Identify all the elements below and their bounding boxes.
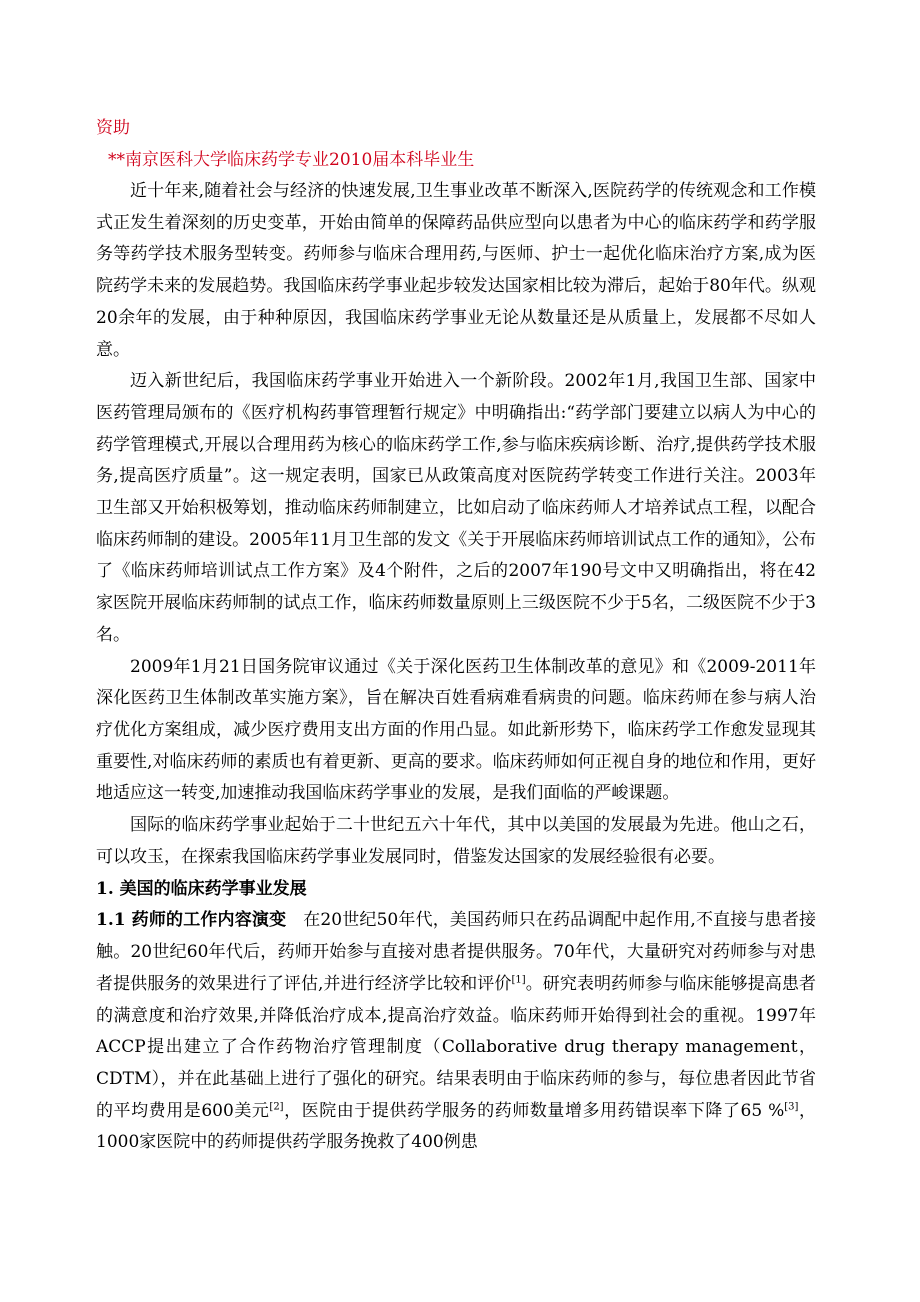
reference-1[interactable]: [1] xyxy=(511,974,526,986)
section-heading: 1. 美国的临床药学事业发展 xyxy=(96,879,307,900)
subsection-text-d: ，1000家医院中的药师提供药学服务挽救了400例患 xyxy=(96,1100,816,1153)
subsection-text-a: 在20世纪50年代，美国药师只在药品调配中起作用,不直接与患者接触。20世纪60年代后，药师开始参与直接对患者提供服务。70年代，大量研究对药师参与对患者提供服务的效果进行了评估,并进行经济学比较和评价 xyxy=(96,910,816,994)
subsection-title: 1.1 药师的工作内容演变 xyxy=(96,910,287,931)
subsection-text-b: 。研究表明药师参与临床能够提高患者的满意度和治疗效果,并降低治疗成本,提高治疗效益。临床药师开始得到社会的重视。1997年ACCP提出建立了合作药物治疗管理制度（Collaborative drug therapy management，CDTM），并在此基础上进行了强化的研究。结果表明由于临床药师的参与，每位患者因此节省的平均费用是600美元 xyxy=(96,973,817,1121)
reference-2[interactable]: [2] xyxy=(269,1101,284,1113)
author-note: **南京医科大学临床药学专业2010届本科毕业生 xyxy=(108,150,475,170)
reference-3[interactable]: [3] xyxy=(784,1101,799,1113)
paragraph-reform-2009: 2009年1月21日国务院审议通过《关于深化医药卫生体制改革的意见》和《2009-2011年深化医药卫生体制改革实施方案》，旨在解决百姓看病难看病贵的问题。临床药师在参与病人治疗优化方案组成，减少医疗费用支出方面的作用凸显。如此新形势下，临床药学工作愈发显现其重要性,对临床药师的素质也有着更新、更高的要求。临床药师如何正视自身的地位和作用，更好地适应这一转变,加速推动我国临床药学事业的发展，是我们面临的严峻课题。 xyxy=(96,656,816,804)
subsection-text-c: ，医院由于提供药学服务的药师数量增多用药错误率下降了65 % xyxy=(283,1100,785,1121)
subsection-paragraph xyxy=(96,905,816,1159)
document-page xyxy=(96,112,816,1159)
paragraph-new-century: 迈入新世纪后，我国临床药学事业开始进入一个新阶段。2002年1月,我国卫生部、国家中医药管理局颁布的《医疗机构药事管理暂行规定》中明确指出:“药学部门要建立以病人为中心的药学管理模式,开展以合理用药为核心的临床药学工作,参与临床疾病诊断、治疗,提供药学技术服务,提高医疗质量”。这一规定表明，国家已从政策高度对医院药学转变工作进行关注。2003年卫生部又开始积极筹划，推动临床药师制建立，比如启动了临床药师人才培养试点工程，以配合临床药师制的建设。2005年11月卫生部的发文《关于开展临床药师培训试点工作的通知》，公布了《临床药师培训试点工作方案》及4个附件，之后的2007年190号文中又明确指出，将在42家医院开展临床药师制的试点工作，临床药师数量原则上三级医院不少于5名，二级医院不少于3名。 xyxy=(96,371,816,645)
funding-label: 资助 xyxy=(96,118,130,138)
paragraph-intro: 近十年来,随着社会与经济的快速发展,卫生事业改革不断深入,医院药学的传统观念和工作模式正发生着深刻的历史变革，开始由简单的保障药品供应型向以患者为中心的临床药学和药学服务等药学技术服务型转变。药师参与临床合理用药,与医师、护士一起优化临床治疗方案,成为医院药学未来的发展趋势。我国临床药学事业起步较发达国家相比较为滞后，起始于80年代。纵观20余年的发展，由于种种原因，我国临床药学事业无论从数量还是从质量上，发展都不尽如人意。 xyxy=(96,181,816,360)
paragraph-international: 国际的临床药学事业起始于二十世纪五六十年代，其中以美国的发展最为先进。他山之石，可以攻玉，在探索我国临床药学事业发展同时，借鉴发达国家的发展经验很有必要。 xyxy=(96,815,816,867)
